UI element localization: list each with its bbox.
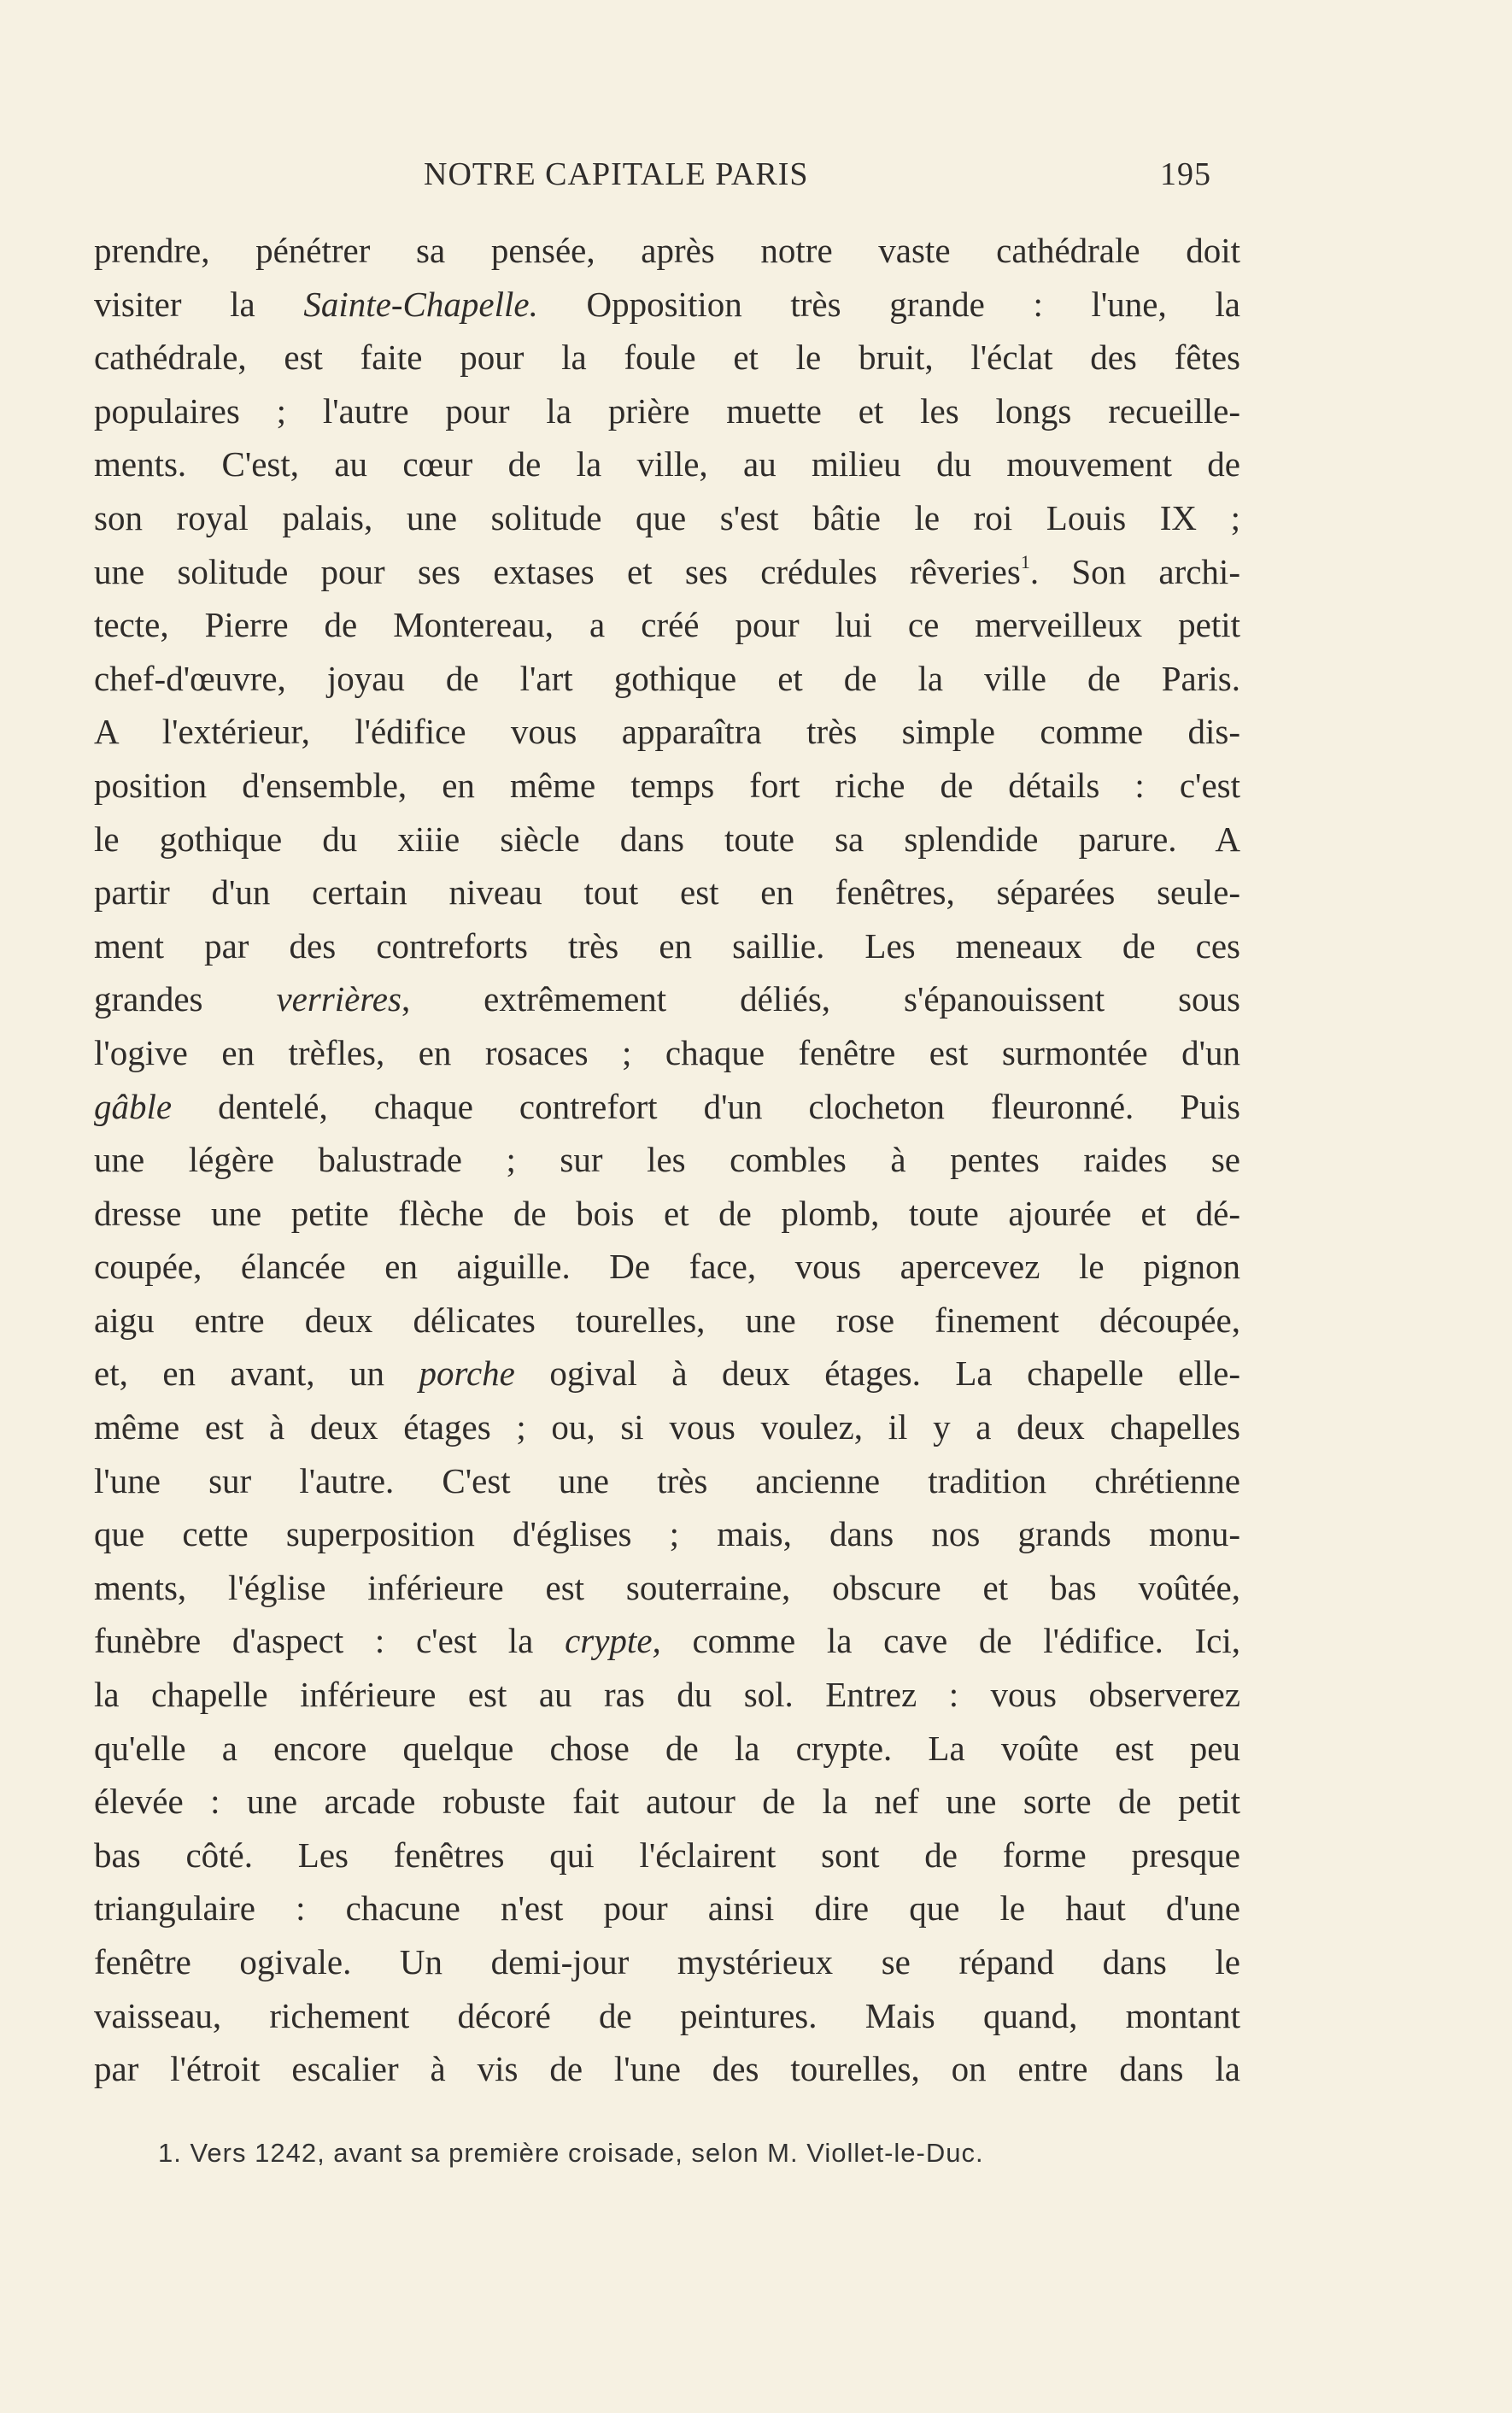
- line-text: prendre, pénétrer sa pensée, après notre vaste cathédrale doit: [94, 231, 1240, 270]
- text-line: [94, 1454, 1240, 1508]
- line-text: coupée, élancée en aiguille. De face, vous apercevez le pignon: [94, 1247, 1240, 1287]
- text-line: [94, 278, 1240, 332]
- text-line: [94, 1614, 1240, 1668]
- line-text: populaires ; l'autre pour la prière muette et les longs recueille-: [94, 390, 1240, 431]
- text-line: [94, 545, 1240, 599]
- text-line: [94, 813, 1240, 866]
- text-line: [94, 1989, 1240, 2043]
- text-line: [94, 1882, 1240, 1935]
- line-text: triangulaire : chacune n'est pour ainsi dire que le haut d'une: [94, 1888, 1240, 1929]
- line-text: aigu entre deux délicates tourelles, une rose finement découpée,: [94, 1300, 1240, 1340]
- text-line: [94, 491, 1240, 545]
- text-line: [94, 598, 1240, 652]
- text-line: [94, 866, 1240, 919]
- line-text: cathédrale, est faite pour la foule et le bruit, l'éclat des fêtes: [94, 338, 1240, 378]
- text-line: [94, 1187, 1240, 1241]
- line-text: tecte, Pierre de Montereau, a créé pour lui ce merveilleux petit: [94, 605, 1240, 645]
- running-head: [0, 156, 1512, 198]
- text-line: [94, 919, 1240, 973]
- line-text: fenêtre ogivale. Un demi-jour mystérieux se répand dans le: [94, 1942, 1240, 1981]
- text-line: [94, 652, 1240, 706]
- text-line: [94, 1400, 1240, 1454]
- line-text: et, en avant, un: [94, 1353, 419, 1394]
- line-text: que cette superposition d'églises ; mais, dans nos grands monu-: [94, 1514, 1240, 1554]
- text-line: [94, 1507, 1240, 1561]
- text-line: [94, 1347, 1240, 1400]
- text-line: [94, 1775, 1240, 1829]
- line-text: dentelé, chaque contrefort d'un clocheton fleuronné. Puis: [172, 1086, 1240, 1126]
- line-text: le gothique du xiiie siècle dans toute sa splendide parure. A: [94, 819, 1240, 859]
- text-line: [94, 759, 1240, 813]
- italic-text: Sainte-Chapelle.: [303, 284, 538, 324]
- text-line: [94, 1829, 1240, 1882]
- line-text: ments, l'église inférieure est souterraine, obscure et bas voûtée,: [94, 1567, 1240, 1607]
- line-text: funèbre d'aspect : c'est la: [94, 1621, 566, 1661]
- text-line: [94, 1240, 1240, 1294]
- text-line: [94, 331, 1240, 385]
- text-line: [94, 1294, 1240, 1347]
- line-text: ogival à deux étages. La chapelle elle-: [514, 1353, 1240, 1394]
- line-text: bas côté. Les fenêtres qui l'éclairent sont de forme presque: [94, 1835, 1240, 1875]
- body-text: [94, 224, 1240, 2096]
- line-text: une légère balustrade ; sur les combles à pentes raides se: [94, 1140, 1240, 1180]
- text-line: [94, 705, 1240, 759]
- line-text: son royal palais, une solitude que s'est bâtie le roi Louis IX ;: [94, 497, 1240, 537]
- text-line: [94, 972, 1240, 1026]
- line-text: chef-d'œuvre, joyau de l'art gothique et de la ville de Paris.: [94, 658, 1240, 698]
- line-text: une solitude pour ses extases et ses crédules rêveries: [94, 551, 1021, 591]
- text-line: [94, 1935, 1240, 1989]
- text-line: [94, 1026, 1240, 1080]
- text-line: [94, 1668, 1240, 1722]
- text-line: [94, 385, 1240, 438]
- footnote-marker: 1: [1020, 550, 1030, 572]
- line-text: l'une sur l'autre. C'est une très ancienne tradition chrétienne: [94, 1460, 1240, 1500]
- line-text: l'ogive en trèfles, en rosaces ; chaque fenêtre est surmontée d'un: [94, 1032, 1240, 1072]
- footnote: 1. Vers 1242, avant sa première croisade, selon M. Viollet-le-Duc.: [158, 2138, 984, 2168]
- line-text: A l'extérieur, l'édifice vous apparaîtra très simple comme dis-: [94, 712, 1240, 752]
- line-text: ments. C'est, au cœur de la ville, au milieu du mouvement de: [94, 444, 1240, 484]
- line-text: même est à deux étages ; ou, si vous voulez, il y a deux chapelles: [94, 1407, 1240, 1447]
- line-text: Opposition très grande : l'une, la: [537, 284, 1240, 324]
- text-line: [94, 437, 1240, 491]
- line-text: . Son archi-: [1029, 551, 1240, 591]
- line-text: grandes: [94, 979, 277, 1019]
- line-text: élevée : une arcade robuste fait autour de la nef une sorte de petit: [94, 1782, 1240, 1822]
- text-line: [94, 224, 1240, 278]
- line-text: comme la cave de l'édifice. Ici,: [660, 1621, 1241, 1661]
- text-line: [94, 2042, 1240, 2096]
- line-text: vaisseau, richement décoré de peintures. Mais quand, montant: [94, 1995, 1240, 2035]
- text-line: [94, 1561, 1240, 1615]
- line-text: par l'étroit escalier à vis de l'une des tourelles, on entre dans la: [94, 2049, 1240, 2089]
- line-text: partir d'un certain niveau tout est en fenêtres, séparées seule-: [94, 872, 1240, 913]
- italic-text: gâble: [94, 1086, 173, 1126]
- line-text: position d'ensemble, en même temps fort riche de détails : c'est: [94, 765, 1240, 805]
- line-text: visiter la: [94, 284, 304, 324]
- line-text: , extrêmement déliés, s'épanouissent sous: [401, 979, 1240, 1019]
- text-line: [94, 1133, 1240, 1187]
- line-text: qu'elle a encore quelque chose de la crypte. La voûte est peu: [94, 1728, 1240, 1768]
- line-text: dresse une petite flèche de bois et de plomb, toute ajourée et dé-: [94, 1193, 1240, 1233]
- text-line: [94, 1080, 1240, 1134]
- line-text: ment par des contreforts très en saillie. Les meneaux de ces: [94, 925, 1240, 966]
- italic-text: verrières: [276, 979, 401, 1019]
- text-line: [94, 1722, 1240, 1776]
- page-number: 195: [1160, 156, 1211, 192]
- italic-text: crypte,: [565, 1621, 661, 1661]
- line-text: la chapelle inférieure est au ras du sol. Entrez : vous observerez: [94, 1675, 1240, 1715]
- italic-text: porche: [419, 1353, 515, 1394]
- running-title: NOTRE CAPITALE PARIS: [424, 156, 809, 192]
